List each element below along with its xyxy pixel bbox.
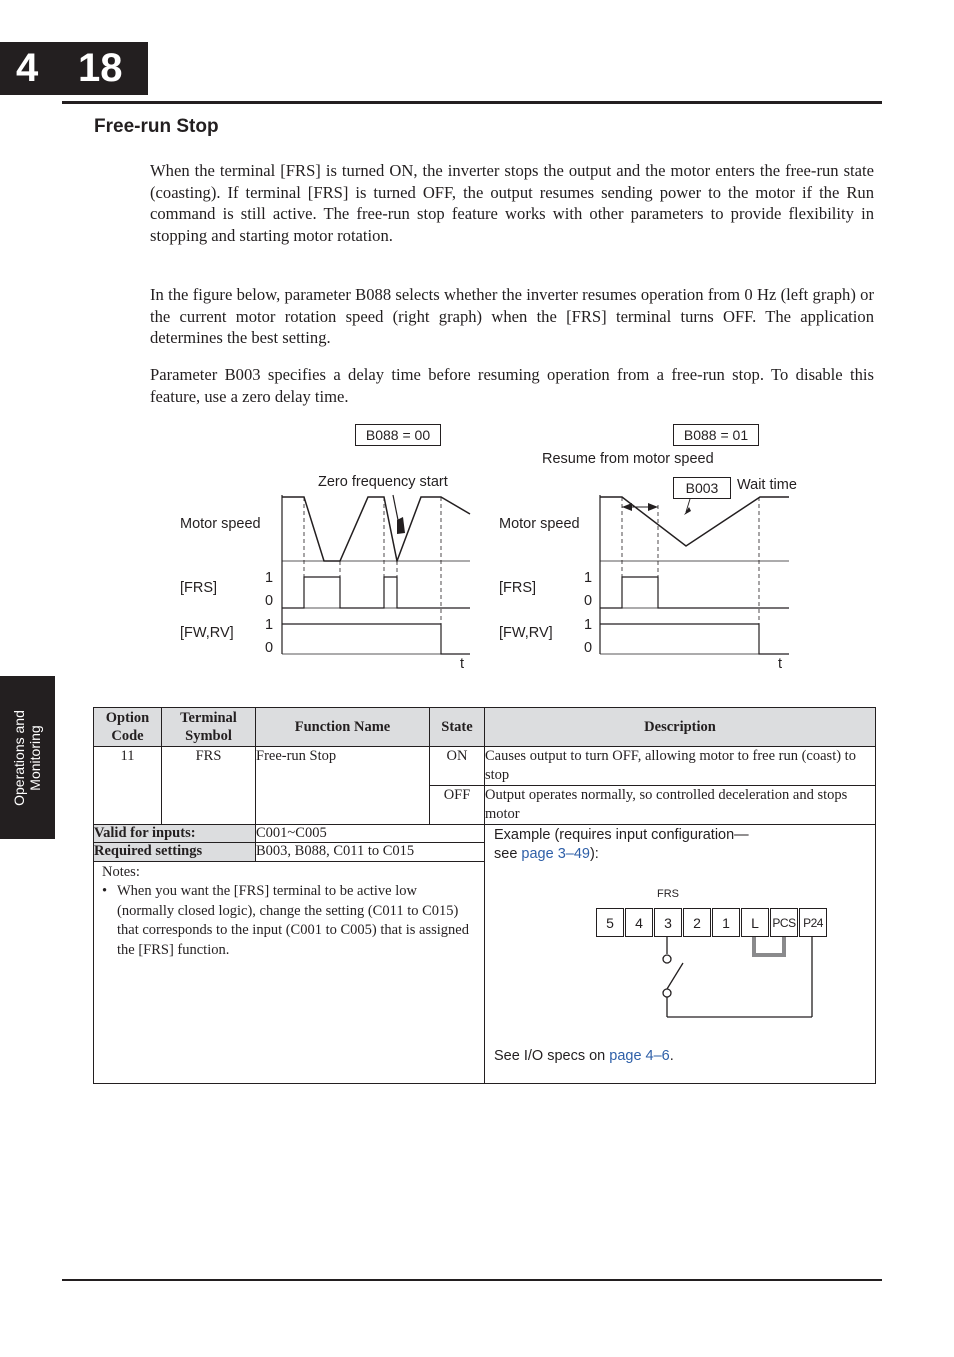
left-frs-label: [FRS] <box>180 580 218 596</box>
header-state: State <box>430 708 485 747</box>
table-header-row <box>94 708 876 747</box>
switch-lever <box>667 963 683 989</box>
example-page-link[interactable]: page 3–49 <box>521 846 590 862</box>
left-frs-one: 1 <box>265 570 274 586</box>
notes-cell <box>94 861 485 1083</box>
notes-title: Notes: <box>102 863 140 880</box>
page-number: 18 <box>78 46 123 90</box>
right-wait-arrow-head-right <box>648 503 658 511</box>
header-function-name: Function Name <box>256 708 430 747</box>
left-param-box: B088 = 00 <box>355 424 441 446</box>
chapter-number: 4 <box>16 46 39 90</box>
right-motor-speed-label: Motor speed <box>499 516 580 532</box>
switch-contact-bottom <box>663 989 671 997</box>
right-frs-label: [FRS] <box>499 580 537 596</box>
right-wait-time-label: Wait time <box>737 477 797 493</box>
required-settings-value: B003, B088, C011 to C015 <box>256 843 485 861</box>
terminal-3: 3 <box>654 908 682 937</box>
table-row-on <box>94 747 876 786</box>
right-speed-curve <box>600 497 789 546</box>
left-fwrv-one: 1 <box>265 617 274 633</box>
side-tab-line-1: Operations and <box>11 710 27 806</box>
left-speed-curve <box>282 497 470 561</box>
left-fwrv-zero: 0 <box>265 640 274 656</box>
left-motor-speed-label: Motor speed <box>180 516 261 532</box>
header-description: Description <box>485 708 876 747</box>
right-annotation: Resume from motor speed <box>542 451 714 467</box>
state-on-cell: ON <box>430 747 485 786</box>
right-b003-box: B003 <box>673 477 731 499</box>
left-annotation: Zero frequency start <box>318 474 448 490</box>
right-frs-one: 1 <box>584 570 593 586</box>
right-param-box: B088 = 01 <box>673 424 759 446</box>
right-wait-arrow-head-left <box>622 503 632 511</box>
right-frs-pulse <box>600 577 789 608</box>
left-time-label: t <box>460 656 465 672</box>
header-option-code: Option Code <box>94 708 162 747</box>
frs-terminal-label: FRS <box>657 888 679 900</box>
paragraph-1: When the terminal [FRS] is turned ON, the inverter stops the output and the motor enters the free-run state (coasting). If terminal [FRS] is turned OFF, the output resumes sending power to the motor if the Run command is still active. The free-run stop feature works with other parameters to provide flexibility in stopping and starting motor rotation. <box>150 161 874 245</box>
required-settings-label: Required settings <box>94 843 256 861</box>
right-fwrv-label: [FW,RV] <box>499 625 553 641</box>
valid-inputs-label: Valid for inputs: <box>94 825 256 843</box>
io-text: See I/O specs on <box>494 1048 610 1064</box>
paragraph-3: Parameter B003 specifies a delay time before resuming operation from a free-run stop. To disable this feature, use a zero delay time. <box>150 365 874 406</box>
example-end: ): <box>589 846 599 862</box>
footer-rule <box>62 1279 882 1281</box>
spec-table <box>93 707 876 1084</box>
left-frs-zero: 0 <box>265 593 274 609</box>
left-arrow-head <box>397 517 405 534</box>
terminal-symbol-cell: FRS <box>162 747 256 825</box>
io-end: . <box>669 1048 674 1064</box>
note-1: When you want the [FRS] terminal to be active low (normally closed logic), change the setting (C011 to C015) that corresponds to the input (C001 to C005) that is assigned the [FRS] function. <box>117 883 469 958</box>
header-terminal-symbol: Terminal Symbol <box>162 708 256 747</box>
option-code-cell: 11 <box>94 747 162 825</box>
jumper-bar <box>754 937 784 955</box>
right-fwrv-one: 1 <box>584 617 593 633</box>
desc-on-cell: Causes output to turn OFF, allowing motor to free run (coast) to stop <box>485 747 876 786</box>
switch-contact-top <box>663 955 671 963</box>
terminal-pcs: PCS <box>770 908 798 937</box>
paragraph-2: In the figure below, parameter B088 selects whether the inverter resumes operation from 0 Hz (left graph) or the current motor rotation speed (right graph) when the [FRS] terminal turns OFF. The application determines the best setting. <box>150 285 874 347</box>
left-fwrv-signal <box>282 624 470 654</box>
example-see: see <box>494 846 522 862</box>
io-page-link[interactable]: page 4–6 <box>609 1048 670 1064</box>
right-fwrv-zero: 0 <box>584 640 593 656</box>
left-fwrv-label: [FW,RV] <box>180 625 234 641</box>
right-time-label: t <box>778 656 783 672</box>
state-off-cell: OFF <box>430 786 485 825</box>
side-tab <box>0 676 55 839</box>
side-tab-line-2: Monitoring <box>27 725 43 791</box>
wiring-diagram <box>590 935 850 1025</box>
terminal-l: L <box>741 908 769 937</box>
valid-inputs-row <box>94 825 876 843</box>
terminal-2: 2 <box>683 908 711 937</box>
terminal-p24: P24 <box>799 908 827 937</box>
desc-off-cell: Output operates normally, so controlled deceleration and stops motor <box>485 786 876 825</box>
function-name-cell: Free-run Stop <box>256 747 430 825</box>
example-text: Example (requires input configuration— <box>494 827 749 843</box>
terminal-5: 5 <box>596 908 624 937</box>
terminal-4: 4 <box>625 908 653 937</box>
right-fwrv-signal <box>600 624 789 654</box>
terminal-1: 1 <box>712 908 740 937</box>
note-bullet: • <box>102 883 108 900</box>
right-frs-zero: 0 <box>584 593 593 609</box>
section-title: Free-run Stop <box>94 116 219 137</box>
left-frs-pulses <box>282 577 470 608</box>
valid-inputs-value: C001~C005 <box>256 825 485 843</box>
